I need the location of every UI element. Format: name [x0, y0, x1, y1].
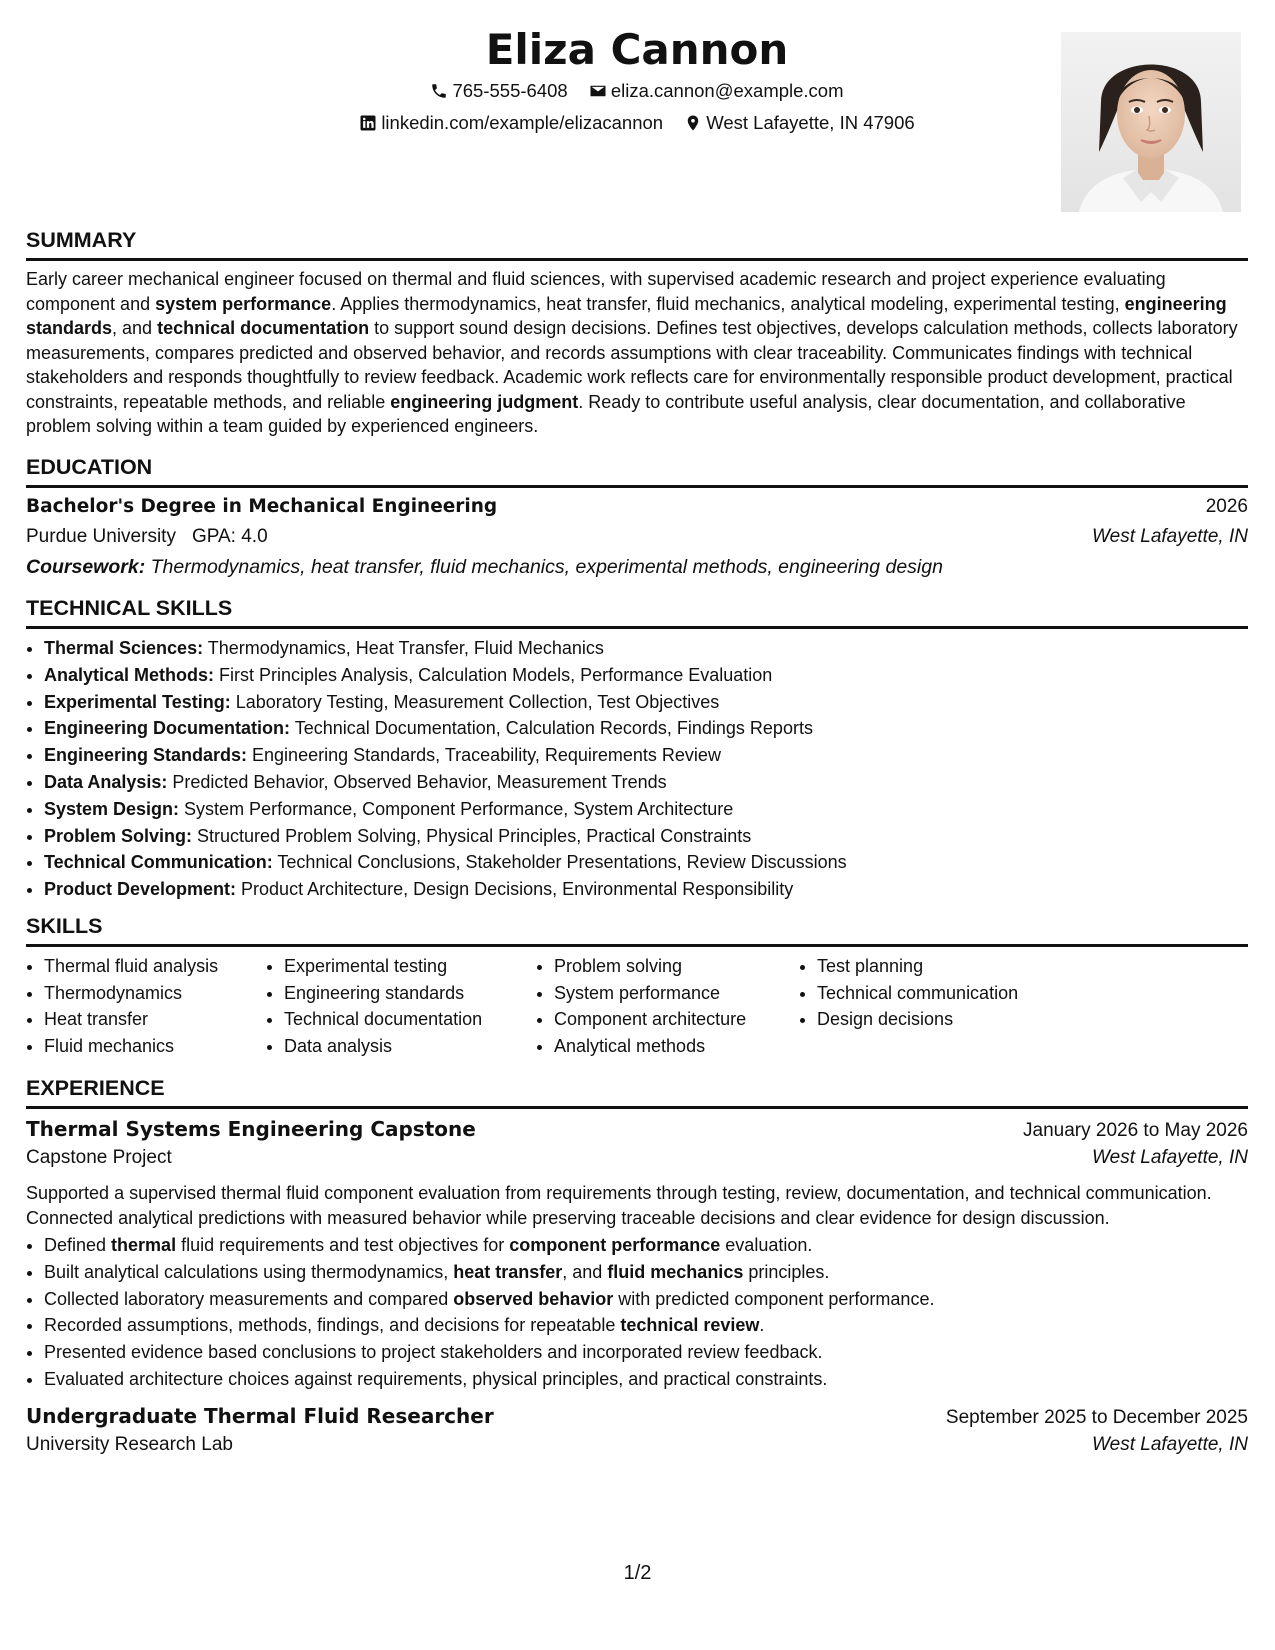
linkedin-contact[interactable]: [359, 110, 663, 136]
experience-heading: EXPERIENCE: [26, 1074, 1248, 1109]
technical-skill-label: Thermal Sciences:: [44, 638, 204, 658]
degree-title: Bachelor's Degree in Mechanical Engineering: [26, 496, 498, 517]
text-run: with predicted component performance.: [613, 1288, 935, 1309]
education-school-row: [26, 526, 1248, 556]
summary-text: [26, 267, 1248, 439]
summary-section: [26, 226, 1248, 439]
job-bullets: [26, 1232, 1248, 1393]
job-description: Supported a supervised thermal fluid component evaluation from requirements through testing, review, documentation, and technical communication. Connected analytical predictions with measured behavior while preserving traceable decisions and clear evidence for design discussion.: [26, 1183, 1212, 1228]
technical-skill-item: [44, 876, 1248, 903]
gpa: GPA: 4.0: [191, 526, 268, 547]
job-title: Undergraduate Thermal Fluid Researcher: [26, 1404, 494, 1428]
technical-skill-item: [44, 689, 1248, 716]
phone-number: 765-555-6408: [452, 80, 568, 101]
bold-text: system performance: [155, 293, 332, 314]
text-run: . Applies thermodynamics, heat transfer, fluid mechanics, analytical modeling, experimental testing,: [331, 293, 1125, 314]
map-pin-icon: [684, 114, 702, 132]
coursework-row: [26, 556, 1248, 586]
skill-item: • Test planning: [817, 953, 1077, 980]
page-number: 1/2: [623, 1562, 652, 1584]
technical-skill-value: Technical Documentation, Calculation Records, Findings Reports: [290, 718, 813, 739]
bold-text: fluid mechanics: [607, 1261, 744, 1282]
technical-skill-label: Data Analysis:: [44, 771, 168, 792]
technical-skill-item: [44, 635, 1248, 662]
skill-item: • Engineering standards: [284, 980, 536, 1007]
technical-skill-value: Structured Problem Solving, Physical Principles, Practical Constraints: [192, 825, 752, 846]
skill-item: • Thermodynamics: [44, 980, 266, 1007]
skill-item: • System performance: [554, 980, 799, 1007]
education-heading: EDUCATION: [26, 453, 1248, 488]
bold-text: technical documentation: [157, 318, 370, 338]
technical-skill-item: [44, 849, 1248, 876]
experience-section: [26, 1074, 1248, 1455]
technical-skill-label: Analytical Methods:: [44, 664, 215, 685]
bold-text: observed behavior: [453, 1288, 614, 1309]
bold-text: heat transfer: [453, 1261, 563, 1282]
technical-skill-label: Technical Communication:: [44, 852, 273, 873]
skills-column-1: [26, 953, 266, 1059]
job-bullet: [44, 1312, 1248, 1339]
technical-skill-item: [44, 823, 1248, 850]
technical-skill-item: [44, 769, 1248, 796]
technical-skills-section: [26, 594, 1248, 903]
text-run: Built analytical calculations using thermodynamics,: [44, 1261, 454, 1282]
technical-skill-item: [44, 796, 1248, 823]
job-dates: January 2026 to May 2026: [1023, 1120, 1248, 1141]
coursework-label: Coursework:: [26, 556, 146, 578]
experience-entry: [26, 1404, 1248, 1464]
text-run: , and: [562, 1261, 608, 1282]
job-bullet: [44, 1286, 1248, 1313]
technical-skill-item: [44, 742, 1248, 769]
skills-columns: [26, 953, 1248, 1059]
location-contact: [684, 110, 914, 136]
profile-photo: [1061, 32, 1241, 212]
job-bullet: [44, 1366, 1248, 1393]
technical-skill-value: First Principles Analysis, Calculation Models, Performance Evaluation: [214, 664, 773, 685]
job-location: West Lafayette, IN: [1092, 1434, 1248, 1455]
skill-item: • Problem solving: [554, 953, 799, 980]
technical-skill-value: Product Architecture, Design Decisions, Environmental Responsibility: [236, 879, 794, 900]
skills-column-3: [536, 953, 799, 1059]
education-section: [26, 453, 1248, 586]
text-run: .: [759, 1315, 765, 1336]
skill-item: • Data analysis: [284, 1033, 536, 1060]
experience-entry: [26, 1117, 1248, 1393]
text-run: Defined: [44, 1235, 112, 1255]
job-bullet: [44, 1232, 1248, 1259]
linkedin-url[interactable]: linkedin.com/example/elizacannon: [381, 112, 664, 133]
bold-text: thermal: [111, 1235, 177, 1255]
job-org: Capstone Project: [26, 1147, 172, 1168]
job-bullet: [44, 1339, 1248, 1366]
job-dates: September 2025 to December 2025: [945, 1407, 1248, 1428]
technical-skill-label: Engineering Standards:: [44, 745, 248, 766]
text-run: , and: [112, 318, 158, 338]
technical-skill-value: Engineering Standards, Traceability, Requirements Review: [247, 745, 721, 766]
skill-item: • Component architecture: [554, 1006, 799, 1033]
phone-icon: [430, 82, 448, 100]
location-text: West Lafayette, IN 47906: [706, 112, 915, 133]
email-address[interactable]: eliza.cannon@example.com: [610, 80, 844, 101]
technical-skill-label: Product Development:: [44, 879, 237, 900]
bold-text: component performance: [509, 1235, 721, 1255]
text-run: Collected laboratory measurements and compared: [44, 1288, 454, 1309]
job-org-row: [26, 1434, 1248, 1464]
job-bullet: [44, 1259, 1248, 1286]
skills-section: [26, 912, 1248, 1059]
text-run: evaluation.: [720, 1235, 813, 1255]
resume-page: [26, 0, 1248, 1650]
text-run: Presented evidence based conclusions to project stakeholders and incorporated review feedback.: [44, 1342, 823, 1363]
skill-item: • Fluid mechanics: [44, 1033, 266, 1060]
coursework-list: Thermodynamics, heat transfer, fluid mechanics, experimental methods, engineering design: [150, 556, 943, 578]
school-location: West Lafayette, IN: [1092, 526, 1248, 547]
phone-contact: [430, 78, 567, 104]
job-org-row: [26, 1147, 1248, 1177]
technical-skill-item: [44, 662, 1248, 689]
skill-item: • Analytical methods: [554, 1033, 799, 1060]
technical-skills-list: [26, 635, 1248, 903]
bold-text: engineering standards: [26, 293, 1227, 338]
job-header-row: [26, 1117, 1248, 1147]
text-run: Early career mechanical engineer focused on thermal and fluid sciences, with supervised academic research and project experience evaluating component and: [26, 269, 1166, 314]
job-header-row: [26, 1404, 1248, 1434]
job-title: Thermal Systems Engineering Capstone: [26, 1117, 476, 1141]
resume-header: [26, 0, 1248, 218]
text-run: fluid requirements and test objectives for: [176, 1235, 510, 1255]
skill-item: • Technical documentation: [284, 1006, 536, 1033]
technical-skill-value: System Performance, Component Performance, System Architecture: [179, 798, 734, 819]
technical-skill-item: [44, 715, 1248, 742]
job-org: University Research Lab: [26, 1434, 233, 1455]
technical-skill-label: Problem Solving:: [44, 825, 193, 846]
technical-skill-label: Experimental Testing:: [44, 691, 231, 712]
technical-skill-value: Predicted Behavior, Observed Behavior, Measurement Trends: [167, 771, 667, 792]
skill-item: • Technical communication: [817, 980, 1077, 1007]
school-name: Purdue University: [26, 526, 176, 547]
bold-text: technical review: [620, 1315, 760, 1336]
technical-skill-label: System Design:: [44, 798, 180, 819]
skills-heading: SKILLS: [26, 912, 1248, 947]
technical-skill-value: Laboratory Testing, Measurement Collection, Test Objectives: [230, 691, 720, 712]
education-degree-row: [26, 496, 1248, 526]
text-run: Recorded assumptions, methods, findings, and decisions for repeatable: [44, 1315, 621, 1336]
linkedin-icon: [359, 114, 377, 132]
text-run: principles.: [743, 1261, 830, 1282]
technical-skill-label: Engineering Documentation:: [44, 718, 291, 739]
skill-item: • Heat transfer: [44, 1006, 266, 1033]
profile-photo-image: [1061, 32, 1241, 212]
email-contact[interactable]: [589, 78, 844, 104]
summary-heading: SUMMARY: [26, 226, 1248, 261]
skills-column-4: [799, 953, 1077, 1059]
skill-item: • Experimental testing: [284, 953, 536, 980]
skill-item: • Design decisions: [817, 1006, 1077, 1033]
candidate-name: Eliza Cannon: [485, 25, 789, 74]
technical-skill-value: Thermodynamics, Heat Transfer, Fluid Mechanics: [203, 638, 604, 658]
envelope-icon: [589, 82, 607, 100]
skills-column-2: [266, 953, 536, 1059]
skill-item: • Thermal fluid analysis: [44, 953, 266, 980]
text-run: Evaluated architecture choices against requirements, physical principles, and practical constraints.: [44, 1368, 828, 1389]
technical-skill-value: Technical Conclusions, Stakeholder Presentations, Review Discussions: [272, 852, 847, 873]
bold-text: engineering judgment: [390, 391, 579, 412]
technical-skills-heading: TECHNICAL SKILLS: [26, 594, 1248, 629]
text-run: to support sound design decisions. Defines test objectives, develops calculation methods, collects laboratory measurements, compares predicted and observed behavior, and records assumptions with clear traceability. Communicates findings with technical stakeholders and responds thoughtfully to review feedback. Academic work reflects care for environmentally responsible product development, practical constraints, repeatable methods, and reliable: [26, 318, 1238, 412]
graduation-year: 2026: [1205, 496, 1248, 517]
job-location: West Lafayette, IN: [1092, 1147, 1248, 1168]
text-run: . Ready to contribute useful analysis, clear documentation, and collaborative problem solving within a team guided by experienced engineers.: [26, 391, 1186, 436]
